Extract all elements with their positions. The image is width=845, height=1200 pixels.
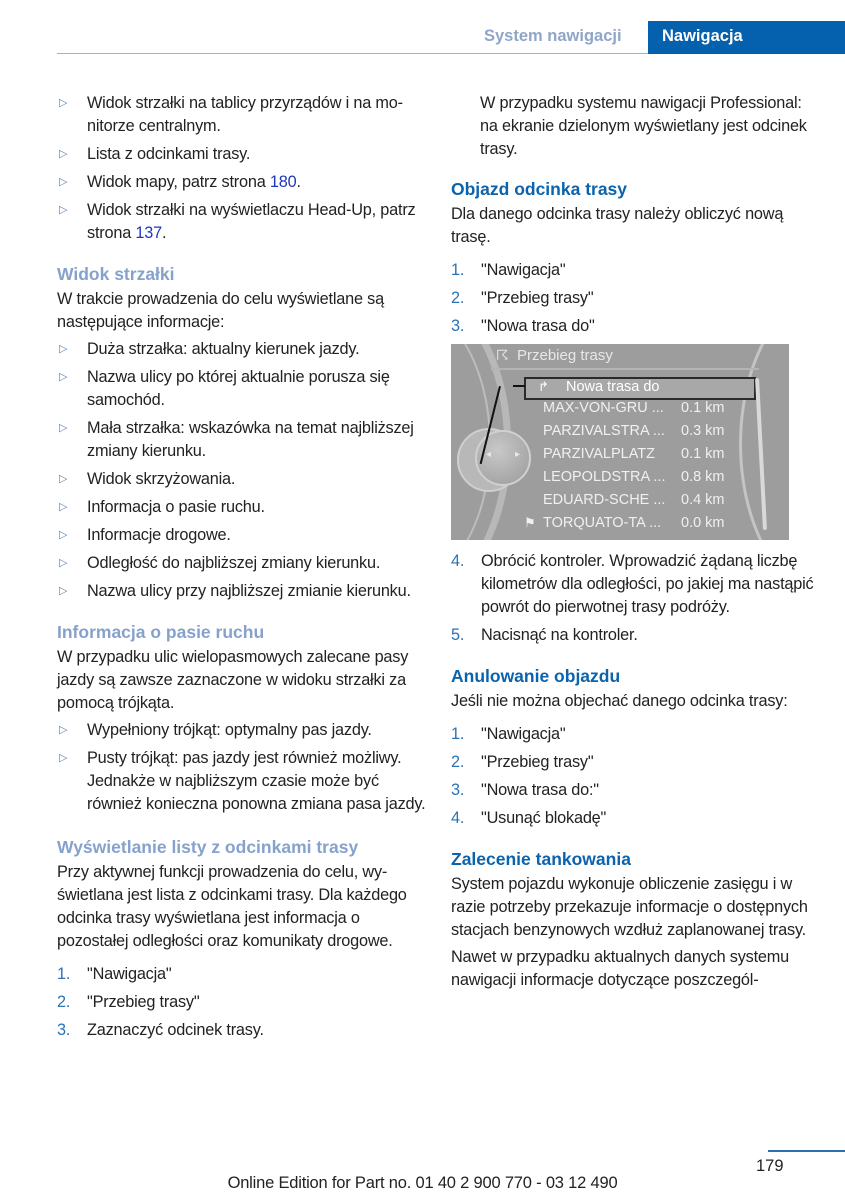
bullet-triangle-icon: ▷ <box>59 557 68 569</box>
route-segment-row[interactable]: TORQUATO-TA ... 0.0 km <box>543 515 725 531</box>
paragraph: W przypadku ulic wielopasmowych zalecane pasy jazdy są zawsze zaznaczone w widoku strzałki za pomocą trójkąta. <box>57 648 409 712</box>
step-number: 1. <box>57 965 71 983</box>
section-heading-fuel-recommendation: Zalecenie tankowania <box>451 849 631 869</box>
list-item: ▷ Informacja o pasie ruchu. <box>57 496 427 519</box>
page-number: 179 <box>756 1157 784 1175</box>
paragraph: Przy aktywnej funkcji prowadzenia do celu, wyświetlana jest lista z odcinkami trasy. Dla każdego odcinka trasy wyświetlana jest informacja o pozostałej odległości oraz komunikaty drogowe. <box>57 863 407 950</box>
route-segment-row[interactable]: PARZIVALPLATZ 0.1 km <box>543 446 725 462</box>
list-item: ▷ Widok mapy, patrz strona 180. <box>57 171 427 194</box>
bullet-triangle-icon: ▷ <box>59 204 68 216</box>
list-item: ▷ Informacje drogowe. <box>57 524 427 547</box>
step-item: 2. "Przebieg trasy" <box>451 751 823 774</box>
step-item: 4. Obrócić kontroler. Wprowadzić żądaną liczbę kilometrów dla odległości, po jakiej ma nastąpić powrót do pierwotnej trasy podróży. <box>451 552 814 616</box>
bullet-triangle-icon: ▷ <box>59 343 68 355</box>
list-item: ▷ Nazwa ulicy po której aktualnie porusza się samochód. <box>59 368 390 409</box>
step-number: 1. <box>451 261 465 279</box>
step-number: 2. <box>451 753 465 771</box>
paragraph: Dla danego odcinka trasy należy obliczyć nową trasę. <box>451 205 784 246</box>
list-item: ▷ Widok skrzyżowania. <box>57 468 427 491</box>
paragraph: System pojazdu wykonuje obliczenie zasięgu i w razie potrzeby przekazuje informacje o dostępnych stacjach benzynowych wzdłuż zaplanowanej trasy. <box>451 875 808 939</box>
detour-steps <box>451 259 823 338</box>
route-segment-row[interactable]: PARZIVALSTRA ... 0.3 km <box>543 423 725 439</box>
bullet-triangle-icon: ▷ <box>59 501 68 513</box>
route-list-steps <box>57 963 427 1042</box>
arrow-left-icon: ◂ <box>486 449 492 460</box>
right-column <box>451 92 823 996</box>
lane-info-bullet-list <box>57 719 427 816</box>
step-item: 1. "Nawigacja" <box>451 259 823 282</box>
route-segment-row[interactable]: MAX-VON-GRU ... 0.1 km <box>543 400 725 416</box>
list-item: ▷ Duża strzałka: aktualny kierunek jazdy. <box>57 338 427 361</box>
header-section-title: System nawigacji <box>484 27 622 45</box>
section-heading-cancel-detour: Anulowanie objazdu <box>451 666 621 686</box>
step-number: 3. <box>57 1021 71 1039</box>
screen-title: Przebieg trasy <box>517 347 613 364</box>
professional-note: W przypadku systemu nawigacji Professional: na ekranie dzielonym wyświetlany jest odcinek trasy. <box>480 94 807 158</box>
route-segment-row[interactable]: LEOPOLDSTRA ... 0.8 km <box>543 469 725 485</box>
list-item: ▷ Odległość do najbliższej zmiany kierunku. <box>57 552 427 575</box>
bullet-triangle-icon: ▷ <box>59 724 68 736</box>
footer-rule <box>768 1150 845 1152</box>
list-item: ▷ Lista z odcinkami trasy. <box>57 143 427 166</box>
bullet-triangle-icon: ▷ <box>59 176 68 188</box>
cancel-detour-steps <box>451 723 823 830</box>
navigation-menu-icon: ☈ <box>496 347 509 363</box>
left-column <box>57 92 427 1047</box>
bullet-triangle-icon: ▷ <box>59 529 68 541</box>
list-item: ▷ Nazwa ulicy przy najbliższej zmianie kierunku. <box>57 580 427 603</box>
menu-item-label: Nowa trasa do <box>566 379 660 395</box>
step-item: 4. "Usunąć blokadę" <box>451 807 823 830</box>
bullet-triangle-icon: ▷ <box>59 422 68 434</box>
screen-title-bar <box>491 344 759 370</box>
bullet-triangle-icon: ▷ <box>59 752 68 764</box>
step-item: 2. "Przebieg trasy" <box>57 991 427 1014</box>
step-item: 5. Nacisnąć na kontroler. <box>451 624 823 647</box>
step-item: 3. "Nowa trasa do:" <box>451 779 823 802</box>
intro-bullet-list <box>57 92 427 245</box>
step-number: 5. <box>451 626 465 644</box>
section-heading-detour: Objazd odcinka trasy <box>451 179 628 199</box>
step-number: 4. <box>451 552 465 570</box>
step-item: 3. Zaznaczyć odcinek trasy. <box>57 1019 427 1042</box>
bullet-triangle-icon: ▷ <box>59 371 68 383</box>
header-chapter-label: Nawigacja <box>662 27 743 45</box>
step-item: 1. "Nawigacja" <box>57 963 427 986</box>
bullet-triangle-icon: ▷ <box>59 473 68 485</box>
page-link-137[interactable]: 137 <box>135 224 162 242</box>
page-link-180[interactable]: 180 <box>269 173 297 191</box>
menu-item-new-route[interactable] <box>524 377 756 400</box>
idrive-route-screen <box>451 344 789 540</box>
list-item: ▷ Widok strzałki na wyświetlaczu Head-Up, patrz strona 137. <box>59 201 416 242</box>
section-heading-route-list: Wyświetlanie listy z odcinkami trasy <box>57 837 359 857</box>
list-item: ▷ Widok strzałki na tablicy przyrządów i na monitorze centralnym. <box>59 94 404 135</box>
step-item: 3. "Nowa trasa do" <box>451 315 823 338</box>
step-number: 2. <box>451 289 465 307</box>
list-item: ▷ Mała strzałka: wskazówka na temat najbliższej zmiany kierunku. <box>59 419 414 460</box>
step-number: 2. <box>57 993 71 1011</box>
paragraph: W trakcie prowadzenia do celu wyświetlane są następujące informacje: <box>57 290 384 331</box>
bullet-triangle-icon: ▷ <box>59 148 68 160</box>
paragraph: Jeśli nie można objechać danego odcinka trasy: <box>451 692 788 710</box>
header-rule <box>57 53 648 54</box>
arrow-view-bullet-list <box>57 338 427 603</box>
new-route-icon: ↱ <box>538 379 549 394</box>
list-item: ▷ Pusty trójkąt: pas jazdy jest również możliwy. Jednakże w najbliższym czasie może być również konieczna ponowna zmiana pasa jazdy. <box>59 749 426 813</box>
edition-footer: Online Edition for Part no. 01 40 2 900 770 - 03 12 490 <box>227 1174 618 1192</box>
section-heading-arrow-view: Widok strzałki <box>57 264 175 284</box>
callout-line <box>513 385 525 387</box>
step-item: 2. "Przebieg trasy" <box>451 287 823 310</box>
idrive-controller-knob[interactable] <box>475 430 531 486</box>
arrow-right-icon: ▸ <box>514 449 520 460</box>
step-item: 1. "Nawigacja" <box>451 723 823 746</box>
bullet-triangle-icon: ▷ <box>59 585 68 597</box>
detour-steps-continued <box>451 550 823 647</box>
step-number: 4. <box>451 809 465 827</box>
bullet-triangle-icon: ▷ <box>59 97 68 109</box>
list-item: ▷ Wypełniony trójkąt: optymalny pas jazdy. <box>57 719 427 742</box>
destination-flag-icon: ⚑ <box>524 515 536 530</box>
step-number: 1. <box>451 725 465 743</box>
paragraph: Nawet w przypadku aktualnych danych systemu nawigacji informacje dotyczące poszczegól- <box>451 948 789 989</box>
route-segment-row[interactable]: EDUARD-SCHE ... 0.4 km <box>543 492 725 508</box>
step-number: 3. <box>451 781 465 799</box>
step-number: 3. <box>451 317 465 335</box>
section-heading-lane-info: Informacja o pasie ruchu <box>57 622 265 642</box>
header-chapter-tab <box>648 21 845 54</box>
